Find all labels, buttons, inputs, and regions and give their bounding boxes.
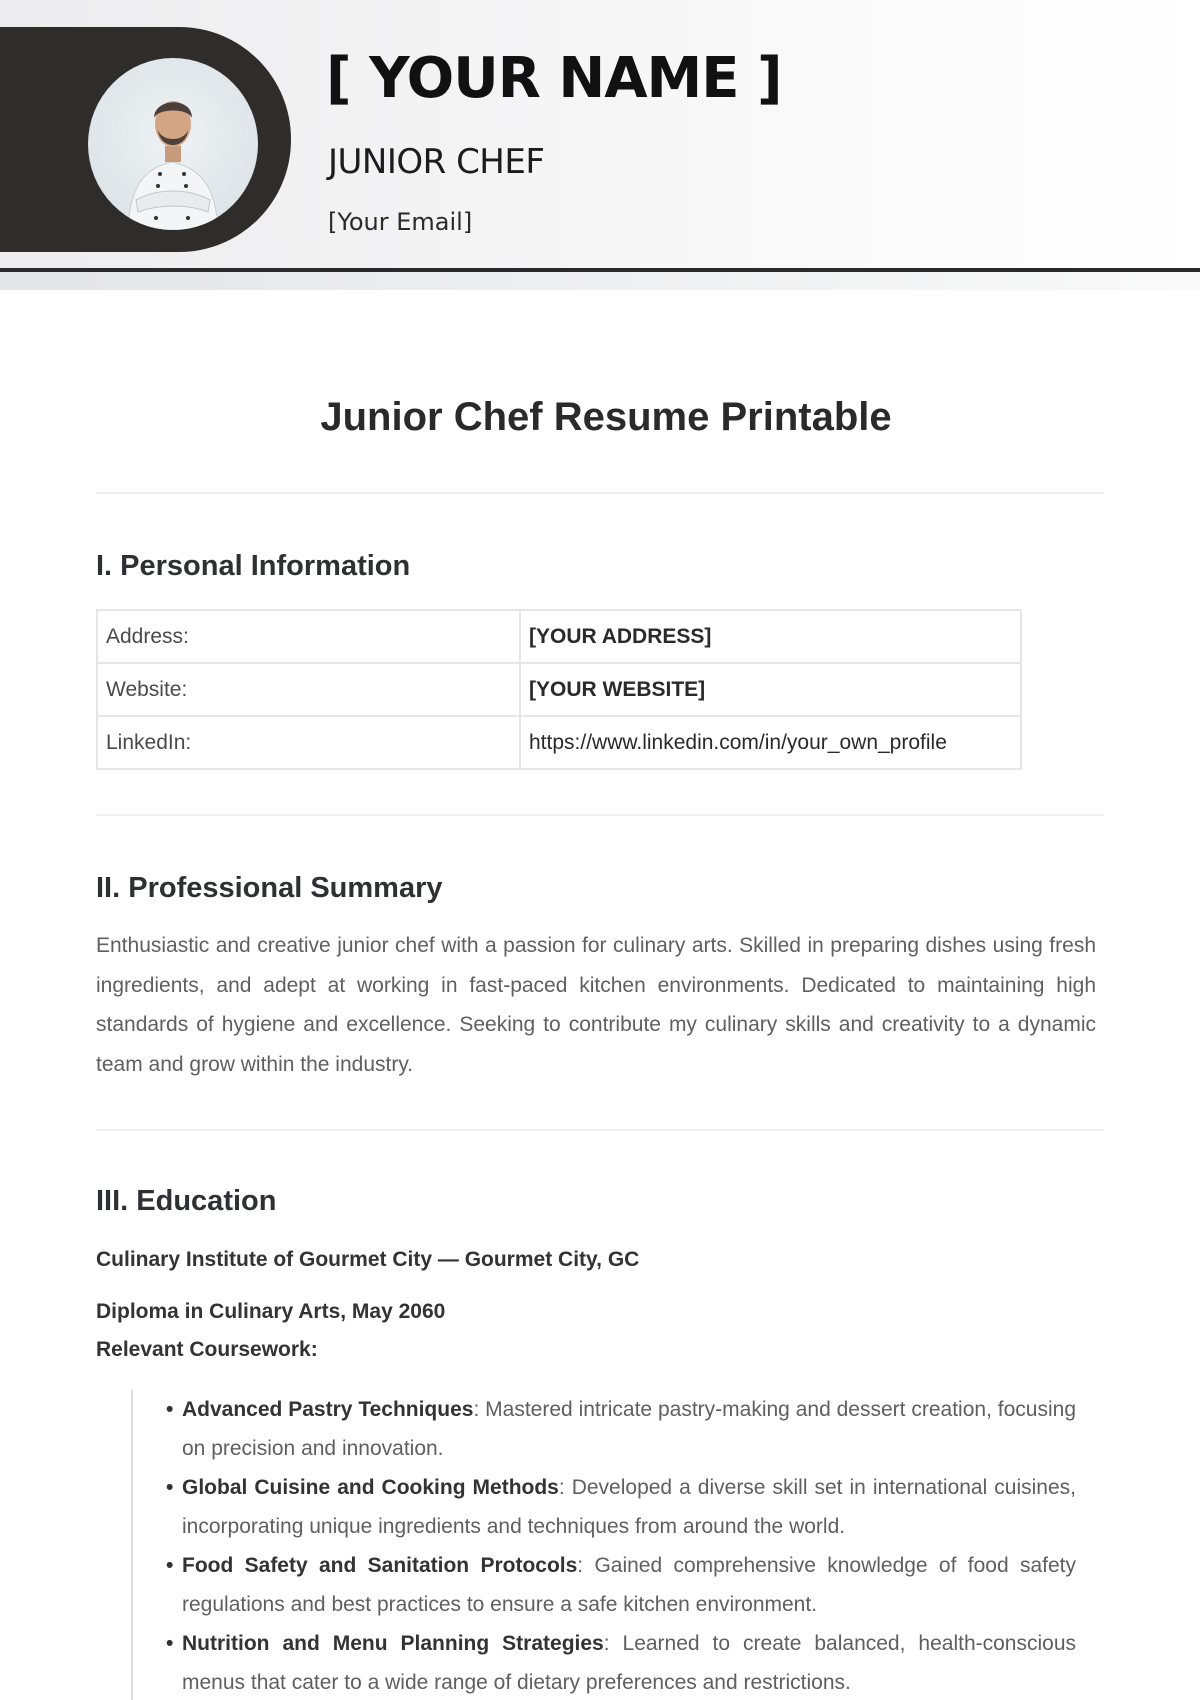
list-item — [166, 1468, 1076, 1546]
education-degree: Diploma in Culinary Arts, May 2060 — [96, 1300, 446, 1323]
table-row — [97, 716, 1021, 769]
section-heading-professional-summary: II. Professional Summary — [96, 872, 443, 904]
address-label: Address: — [97, 610, 520, 663]
coursework-list — [131, 1390, 1076, 1700]
website-value: [YOUR WEBSITE] — [520, 663, 1021, 716]
divider — [96, 492, 1104, 494]
job-title: JUNIOR CHEF — [328, 142, 545, 182]
personal-info-table — [96, 609, 1022, 770]
professional-summary-text: Enthusiastic and creative junior chef with a passion for culinary arts. Skilled in preparing dishes using fresh ingredients, and adept at working in fast-paced kitchen environments. Dedicated to maintaining high standards of hygiene and excellence. Seeking to contribute my culinary skills and creativity to a dynamic team and grow within the industry. — [96, 934, 1096, 1076]
divider — [96, 814, 1104, 816]
linkedin-label: LinkedIn: — [97, 716, 520, 769]
header-band — [0, 272, 1200, 290]
course-name: Nutrition and Menu Planning Strategies — [182, 1632, 604, 1655]
course-description: : Learned to create balanced, health-conscious menus that cater to a wide range of dietary preferences and restrictions. — [182, 1632, 1077, 1694]
course-name: Advanced Pastry Techniques — [182, 1398, 474, 1421]
course-description: : Mastered intricate pastry-making and dessert creation, focusing on precision and innovation. — [182, 1398, 1076, 1460]
section-heading-education: III. Education — [96, 1185, 277, 1217]
list-item — [166, 1390, 1076, 1468]
coursework-label: Relevant Coursework: — [96, 1338, 318, 1361]
list-item — [166, 1624, 1076, 1700]
course-description: : Developed a diverse skill set in international cuisines, incorporating unique ingredients and techniques from around the world. — [182, 1476, 1076, 1538]
divider — [96, 1129, 1104, 1131]
avatar — [88, 58, 258, 230]
resume-header — [0, 0, 1200, 290]
bullet-icon: • — [166, 1398, 174, 1421]
course-name: Global Cuisine and Cooking Methods — [182, 1476, 559, 1499]
address-value: [YOUR ADDRESS] — [520, 610, 1021, 663]
table-row — [97, 663, 1021, 716]
bullet-icon: • — [166, 1554, 174, 1577]
email: [Your Email] — [328, 208, 473, 236]
course-name: Food Safety and Sanitation Protocols — [182, 1554, 578, 1577]
bullet-icon: • — [166, 1476, 174, 1499]
table-row — [97, 610, 1021, 663]
linkedin-value: https://www.linkedin.com/in/your_own_profile — [520, 716, 1021, 769]
website-label: Website: — [97, 663, 520, 716]
candidate-name: [ YOUR NAME ] — [326, 46, 782, 111]
section-heading-personal-information: I. Personal Information — [96, 550, 411, 582]
course-description: : Gained comprehensive knowledge of food safety regulations and best practices to ensure a safe kitchen environment. — [182, 1554, 1076, 1616]
list-item — [166, 1546, 1076, 1624]
bullet-icon: • — [166, 1632, 174, 1655]
chef-portrait-icon — [88, 58, 258, 230]
document-title: Junior Chef Resume Printable — [320, 395, 892, 439]
education-institution: Culinary Institute of Gourmet City — Gourmet City, GC — [96, 1248, 640, 1271]
